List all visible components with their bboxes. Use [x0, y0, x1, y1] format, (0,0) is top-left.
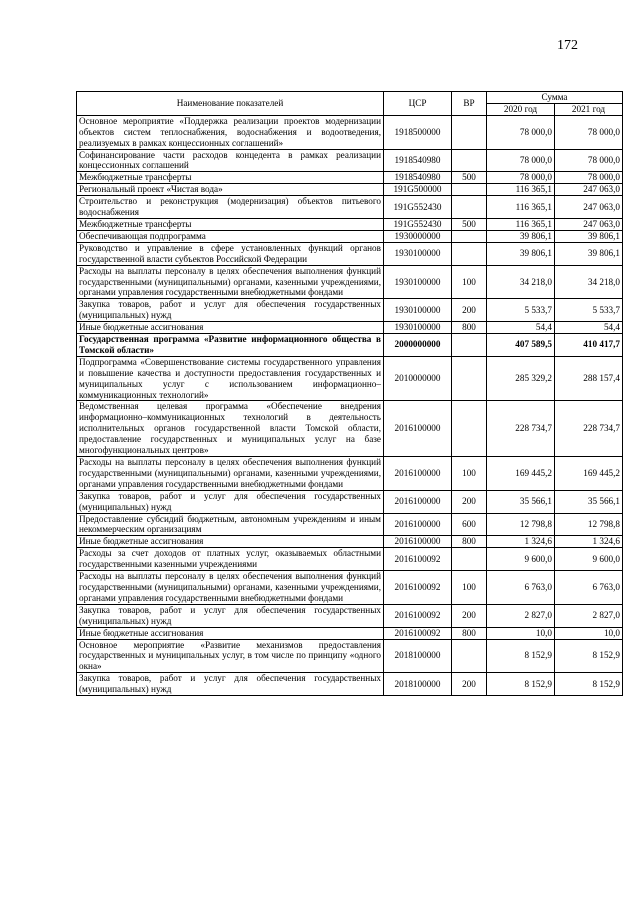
- row-value-2020: 78 000,0: [487, 172, 555, 184]
- row-value-2021: 35 566,1: [555, 490, 623, 513]
- row-vr: 100: [452, 457, 487, 491]
- row-value-2020: 285 329,2: [487, 356, 555, 401]
- table-row: [77, 334, 623, 357]
- row-csr: 2000000000: [384, 334, 452, 357]
- row-value-2020: 228 734,7: [487, 401, 555, 457]
- row-vr: 800: [452, 322, 487, 334]
- header-vr: ВР: [452, 92, 487, 116]
- row-value-2021: 1 324,6: [555, 536, 623, 548]
- row-value-2021: 169 445,2: [555, 457, 623, 491]
- row-csr: 1930100000: [384, 299, 452, 322]
- row-csr: 1930000000: [384, 230, 452, 242]
- table-row: [77, 639, 623, 673]
- row-name: Ведомственная целевая программа «Обеспечение внедрения информационно–коммуникационных технологий в деятельность исполнительных органов государственной власти Томской области, предоставление государственных и муниципальных услуг на базе многофункциональных центров»: [77, 401, 384, 457]
- row-vr: [452, 184, 487, 196]
- row-vr: 600: [452, 513, 487, 536]
- row-value-2020: 54,4: [487, 322, 555, 334]
- table-row: [77, 230, 623, 242]
- row-name: Межбюджетные трансферты: [77, 172, 384, 184]
- table-row: [77, 218, 623, 230]
- row-name: Закупка товаров, работ и услуг для обеспечения государственных (муниципальных) нужд: [77, 490, 384, 513]
- row-name: Иные бюджетные ассигнования: [77, 627, 384, 639]
- row-value-2021: 39 806,1: [555, 242, 623, 265]
- row-name: Государственная программа «Развитие информационного общества в Томской области»: [77, 334, 384, 357]
- header-sum: Сумма: [487, 92, 623, 104]
- row-vr: 100: [452, 265, 487, 299]
- row-value-2020: 78 000,0: [487, 149, 555, 172]
- row-value-2020: 78 000,0: [487, 115, 555, 149]
- row-name: Строительство и реконструкция (модернизация) объектов питьевого водоснабжения: [77, 196, 384, 219]
- row-value-2020: 116 365,1: [487, 196, 555, 219]
- row-name: Руководство и управление в сфере установленных функций органов государственной власти субъектов Российской Федерации: [77, 242, 384, 265]
- row-name: Закупка товаров, работ и услуг для обеспечения государственных (муниципальных) нужд: [77, 299, 384, 322]
- row-csr: 2018100000: [384, 673, 452, 696]
- row-name: Закупка товаров, работ и услуг для обеспечения государственных (муниципальных) нужд: [77, 673, 384, 696]
- table-body: [77, 115, 623, 695]
- row-csr: 2016100000: [384, 401, 452, 457]
- row-value-2021: 12 798,8: [555, 513, 623, 536]
- row-value-2021: 8 152,9: [555, 639, 623, 673]
- row-vr: [452, 334, 487, 357]
- row-name: Предоставление субсидий бюджетным, автономным учреждениям и иным некоммерческим организациям: [77, 513, 384, 536]
- row-value-2021: 5 533,7: [555, 299, 623, 322]
- row-name: Подпрограмма «Совершенствование системы государственного управления и повышение качества и доступности предоставления государственных и муниципальных услуг с использованием информационно–коммуникационных технологий»: [77, 356, 384, 401]
- table-row: [77, 172, 623, 184]
- table-row: [77, 322, 623, 334]
- row-csr: 2018100000: [384, 639, 452, 673]
- row-vr: [452, 242, 487, 265]
- table-row: [77, 673, 623, 696]
- row-value-2021: 34 218,0: [555, 265, 623, 299]
- row-name: Основное мероприятие «Поддержка реализации проектов модернизации объектов систем теплоснабжения, водоснабжения и водоотведения, реализуемых в рамках концессионных соглашений»: [77, 115, 384, 149]
- row-csr: 191G500000: [384, 184, 452, 196]
- row-value-2020: 1 324,6: [487, 536, 555, 548]
- row-value-2020: 169 445,2: [487, 457, 555, 491]
- row-value-2020: 39 806,1: [487, 230, 555, 242]
- page-number: 172: [557, 38, 578, 53]
- row-value-2020: 35 566,1: [487, 490, 555, 513]
- row-csr: 1918540980: [384, 149, 452, 172]
- row-vr: 800: [452, 536, 487, 548]
- row-name: Основное мероприятие «Развитие механизмов предоставления государственных и муниципальных услуг, в том числе по принципу «одного окна»: [77, 639, 384, 673]
- row-name: Софинансирование части расходов концедента в рамках реализации концессионных соглашений: [77, 149, 384, 172]
- header-csr: ЦСР: [384, 92, 452, 116]
- row-value-2021: 8 152,9: [555, 673, 623, 696]
- row-value-2020: 10,0: [487, 627, 555, 639]
- row-vr: 200: [452, 490, 487, 513]
- row-csr: 1930100000: [384, 322, 452, 334]
- row-vr: [452, 639, 487, 673]
- row-value-2020: 12 798,8: [487, 513, 555, 536]
- row-vr: 500: [452, 218, 487, 230]
- table-row: [77, 548, 623, 571]
- row-name: Иные бюджетные ассигнования: [77, 536, 384, 548]
- table-row: [77, 299, 623, 322]
- row-vr: [452, 401, 487, 457]
- table-row: [77, 149, 623, 172]
- row-value-2021: 247 063,0: [555, 184, 623, 196]
- row-csr: 1918500000: [384, 115, 452, 149]
- row-csr: 1930100000: [384, 265, 452, 299]
- row-value-2020: 8 152,9: [487, 639, 555, 673]
- row-value-2021: 2 827,0: [555, 604, 623, 627]
- row-value-2021: 228 734,7: [555, 401, 623, 457]
- header-name: Наименование показателей: [77, 92, 384, 116]
- row-csr: 2016100000: [384, 490, 452, 513]
- row-csr: 2016100092: [384, 571, 452, 605]
- table-row: [77, 513, 623, 536]
- row-value-2020: 34 218,0: [487, 265, 555, 299]
- row-value-2021: 288 157,4: [555, 356, 623, 401]
- row-csr: 2016100000: [384, 513, 452, 536]
- row-name: Межбюджетные трансферты: [77, 218, 384, 230]
- row-csr: 1918540980: [384, 172, 452, 184]
- table-row: [77, 242, 623, 265]
- row-csr: 191G552430: [384, 196, 452, 219]
- row-value-2020: 39 806,1: [487, 242, 555, 265]
- header-2020: 2020 год: [487, 103, 555, 115]
- row-csr: 2010000000: [384, 356, 452, 401]
- row-value-2021: 78 000,0: [555, 149, 623, 172]
- row-value-2021: 410 417,7: [555, 334, 623, 357]
- row-vr: 200: [452, 673, 487, 696]
- row-csr: 2016100092: [384, 627, 452, 639]
- row-vr: 800: [452, 627, 487, 639]
- table-row: [77, 490, 623, 513]
- row-name: Расходы за счет доходов от платных услуг, оказываемых областными государственными казенными учреждениями: [77, 548, 384, 571]
- table-row: [77, 184, 623, 196]
- row-vr: 200: [452, 299, 487, 322]
- row-csr: 2016100000: [384, 457, 452, 491]
- row-vr: 100: [452, 571, 487, 605]
- row-vr: [452, 548, 487, 571]
- row-value-2021: 10,0: [555, 627, 623, 639]
- row-name: Обеспечивающая подпрограмма: [77, 230, 384, 242]
- row-name: Расходы на выплаты персоналу в целях обеспечения выполнения функций государственными (муниципальными) органами, казенными учреждениями, органами управления государственными внебюджетными фондами: [77, 457, 384, 491]
- row-value-2020: 2 827,0: [487, 604, 555, 627]
- table-row: [77, 115, 623, 149]
- row-vr: [452, 230, 487, 242]
- table-row: [77, 401, 623, 457]
- row-name: Расходы на выплаты персоналу в целях обеспечения выполнения функций государственными (муниципальными) органами, казенными учреждениями, органами управления государственными внебюджетными фондами: [77, 571, 384, 605]
- row-vr: 200: [452, 604, 487, 627]
- table-row: [77, 627, 623, 639]
- row-value-2020: 9 600,0: [487, 548, 555, 571]
- row-vr: 500: [452, 172, 487, 184]
- row-name: Иные бюджетные ассигнования: [77, 322, 384, 334]
- row-vr: [452, 356, 487, 401]
- row-name: Расходы на выплаты персоналу в целях обеспечения выполнения функций государственными (муниципальными) органами, казенными учреждениями, органами управления государственными внебюджетными фондами: [77, 265, 384, 299]
- row-value-2021: 39 806,1: [555, 230, 623, 242]
- row-value-2021: 247 063,0: [555, 218, 623, 230]
- budget-table: [76, 91, 623, 696]
- row-csr: 2016100092: [384, 548, 452, 571]
- row-value-2020: 5 533,7: [487, 299, 555, 322]
- row-name: Закупка товаров, работ и услуг для обеспечения государственных (муниципальных) нужд: [77, 604, 384, 627]
- row-value-2020: 6 763,0: [487, 571, 555, 605]
- header-2021: 2021 год: [555, 103, 623, 115]
- row-value-2020: 8 152,9: [487, 673, 555, 696]
- table-row: [77, 265, 623, 299]
- row-vr: [452, 196, 487, 219]
- row-value-2021: 54,4: [555, 322, 623, 334]
- table-row: [77, 457, 623, 491]
- row-vr: [452, 115, 487, 149]
- row-value-2021: 247 063,0: [555, 196, 623, 219]
- row-vr: [452, 149, 487, 172]
- row-value-2020: 116 365,1: [487, 184, 555, 196]
- row-value-2021: 6 763,0: [555, 571, 623, 605]
- row-csr: 1930100000: [384, 242, 452, 265]
- table-row: [77, 356, 623, 401]
- row-name: Региональный проект «Чистая вода»: [77, 184, 384, 196]
- row-csr: 2016100092: [384, 604, 452, 627]
- row-value-2020: 407 589,5: [487, 334, 555, 357]
- row-csr: 2016100000: [384, 536, 452, 548]
- row-value-2021: 78 000,0: [555, 172, 623, 184]
- table-row: [77, 604, 623, 627]
- row-value-2020: 116 365,1: [487, 218, 555, 230]
- table-row: [77, 571, 623, 605]
- row-csr: 191G552430: [384, 218, 452, 230]
- table-row: [77, 536, 623, 548]
- row-value-2021: 78 000,0: [555, 115, 623, 149]
- table-row: [77, 196, 623, 219]
- row-value-2021: 9 600,0: [555, 548, 623, 571]
